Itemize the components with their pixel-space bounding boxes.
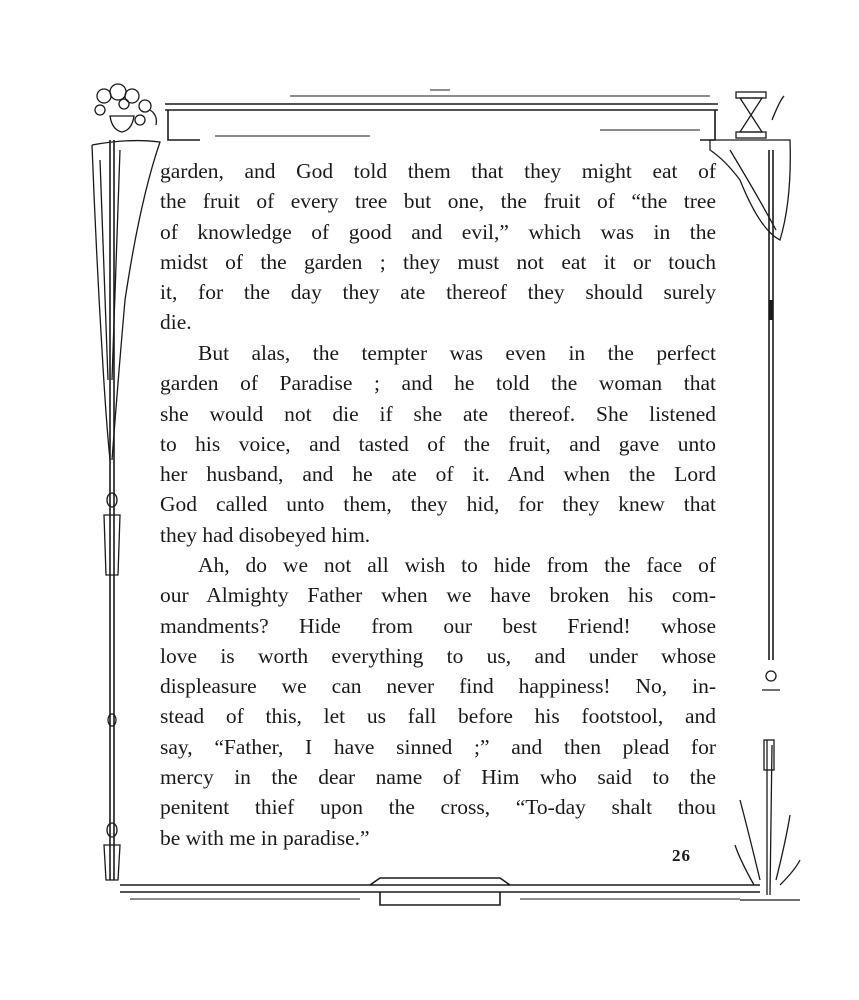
- text-line: her husband, and he ate of it. And when the Lord: [160, 462, 716, 487]
- right-pole: [769, 150, 773, 660]
- text-line: mandments? Hide from our best Friend! whose: [160, 613, 716, 638]
- text-line: our Almighty Father when we have broken his com-: [160, 583, 716, 608]
- tassel-icon: [104, 493, 120, 880]
- text-line: die.: [160, 310, 192, 335]
- paragraph-1: [160, 156, 716, 338]
- paragraph-3: [160, 550, 716, 853]
- text-line: penitent thief upon the cross, “To-day shalt thou: [160, 795, 716, 820]
- page-number: 26: [672, 846, 691, 865]
- text-line: it, for the day they ate thereof they should surely: [160, 280, 716, 305]
- text-line: of knowledge of good and evil,” which was in the: [160, 219, 716, 244]
- bottom-border: [120, 878, 760, 905]
- right-drape-icon: [710, 140, 790, 240]
- paragraph-2: [160, 338, 716, 550]
- left-pole: [110, 140, 114, 880]
- text-line: Ah, do we not all wish to hide from the face of: [198, 553, 716, 577]
- text-line: midst of the garden ; they must not eat it or touch: [160, 249, 716, 274]
- text-line: garden, and God told them that they might eat of: [160, 159, 716, 183]
- drape-icon: [92, 141, 160, 460]
- text-line: say, “Father, I have sinned ;” and then plead for: [160, 734, 716, 759]
- text-line: she would not die if she ate thereof. She listened: [160, 401, 716, 426]
- top-border: [165, 90, 718, 140]
- text-line: the fruit of every tree but one, the fruit of “the tree: [160, 189, 716, 214]
- text-line: be with me in paradise.”: [160, 825, 370, 850]
- text-line: displeasure we can never find happiness! No, in-: [160, 674, 716, 699]
- text-line: garden of Paradise ; and he told the woman that: [160, 371, 716, 396]
- text-line: love is worth everything to us, and under whose: [160, 643, 716, 668]
- text-line: But alas, the tempter was even in the perfect: [198, 341, 716, 365]
- text-line: God called unto them, they hid, for they knew that: [160, 492, 716, 517]
- text-line: they had disobeyed him.: [160, 522, 371, 547]
- flower-vase-icon: [95, 84, 156, 132]
- text-line: mercy in the dear name of Him who said to the: [160, 765, 716, 790]
- text-line: stead of this, let us fall before his footstool, and: [160, 704, 716, 729]
- small-tassel-icon: [762, 671, 780, 690]
- hourglass-icon: [736, 92, 784, 138]
- reeds-icon: [735, 740, 800, 900]
- text-line: to his voice, and tasted of the fruit, and gave unto: [160, 431, 716, 456]
